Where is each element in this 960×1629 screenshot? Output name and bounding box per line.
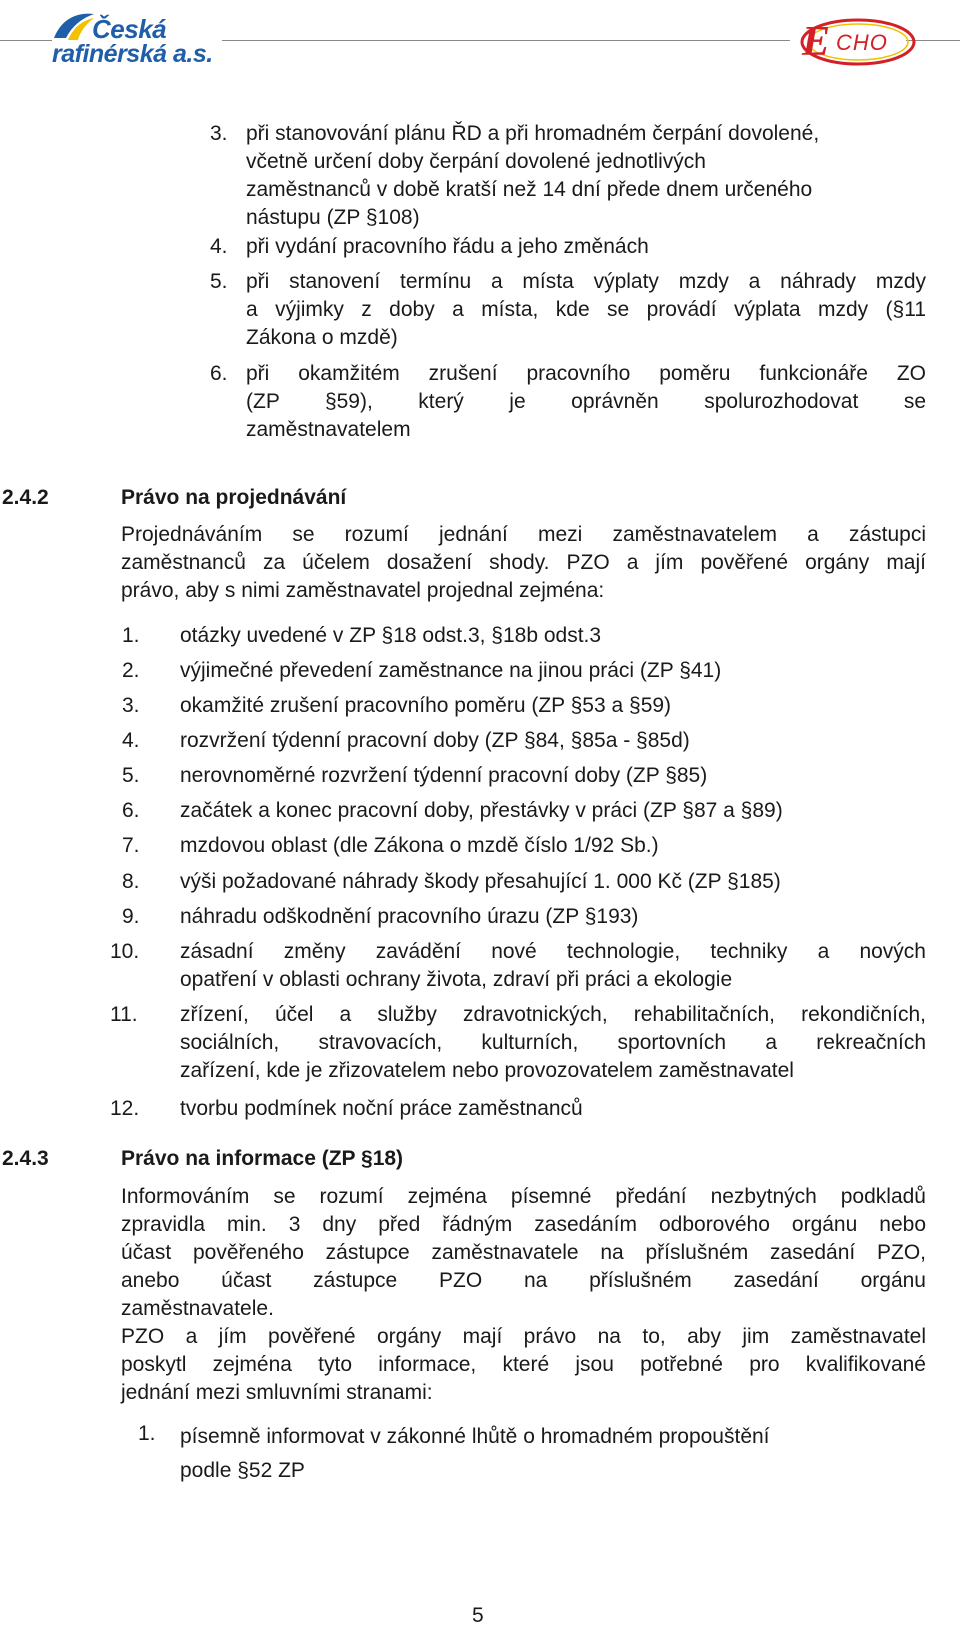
ceska-rafinerska-logo bbox=[52, 8, 222, 68]
list-item: začátek a konec pracovní doby, přestávky v práci (ZP §87 a §89) bbox=[180, 799, 783, 822]
list-item-number: 3. bbox=[210, 122, 228, 145]
list-item: nerovnoměrné rozvržení týdenní pracovní doby (ZP §85) bbox=[180, 764, 708, 787]
list-item-number: 2. bbox=[122, 659, 140, 682]
paragraph-line: právo, aby s nimi zaměstnavatel projednal zejména: bbox=[121, 579, 605, 602]
list-item-number: 3. bbox=[122, 694, 140, 717]
paragraph-line: zaměstnanců za účelem dosažení shody. PZO a jím pověřené orgány mají bbox=[121, 551, 926, 574]
paragraph-line: anebo účast zástupce PZO na příslušném zasedání orgánu bbox=[121, 1269, 926, 1292]
list-item bbox=[246, 120, 926, 232]
list-item-line: zařízení, kde je zřizovatelem nebo provozovatelem zaměstnavatel bbox=[180, 1059, 794, 1082]
paragraph-line: jednání mezi smluvními stranami: bbox=[121, 1381, 433, 1404]
list-item bbox=[180, 1001, 926, 1085]
list-item: okamžité zrušení pracovního poměru (ZP §53 a §59) bbox=[180, 694, 672, 717]
list-item-number: 6. bbox=[122, 799, 140, 822]
list-item: náhradu odškodnění pracovního úrazu (ZP §193) bbox=[180, 905, 639, 928]
list-item-number: 7. bbox=[122, 834, 140, 857]
list-item: rozvržení týdenní pracovní doby (ZP §84, §85a - §85d) bbox=[180, 729, 690, 752]
list-item: výjimečné převedení zaměstnance na jinou práci (ZP §41) bbox=[180, 659, 722, 682]
list-item-line: sociálních, stravovacích, kulturních, sportovních a rekreačních bbox=[180, 1031, 926, 1054]
list-item-line: písemně informovat v zákonné lhůtě o hromadném propouštění bbox=[180, 1425, 770, 1448]
list-item-line: opatření v oblasti ochrany života, zdraví při práci a ekologie bbox=[180, 968, 733, 991]
list-item-number: 11. bbox=[110, 1003, 138, 1026]
section-intro bbox=[121, 521, 926, 605]
paragraph-line: zaměstnavatele. bbox=[121, 1297, 274, 1320]
paragraph-line: PZO a jím pověřené orgány mají právo na to, aby jim zaměstnavatel bbox=[121, 1325, 926, 1348]
list-item-line: při vydání pracovního řádu a jeho změnách bbox=[246, 235, 649, 258]
list-item: mzdovou oblast (dle Zákona o mzdě číslo 1/92 Sb.) bbox=[180, 834, 659, 857]
section-number: 2.4.3 bbox=[2, 1147, 49, 1170]
list-item-line: včetně určení doby čerpání dovolené jednotlivých bbox=[246, 150, 706, 173]
list-item-number: 4. bbox=[210, 235, 228, 258]
page-header bbox=[0, 0, 960, 90]
section-paragraph bbox=[121, 1323, 926, 1407]
list-item-line: a výjimky z doby a místa, kde se provádí výplata mzdy (§11 bbox=[246, 298, 926, 321]
paragraph-line: zpravidla min. 3 dny před řádným zasedáním odborového orgánu nebo bbox=[121, 1213, 926, 1236]
list-item-line: zaměstnanců v době kratší než 14 dní přede dnem určeného bbox=[246, 178, 813, 201]
echo-logo bbox=[790, 4, 920, 74]
list-item-line: při stanovení termínu a místa výplaty mzdy a náhrady mzdy bbox=[246, 270, 926, 293]
list-item-line: zřízení, účel a služby zdravotnických, rehabilitačních, rekondičních, bbox=[180, 1003, 926, 1026]
list-item bbox=[246, 360, 926, 444]
list-item-line: zásadní změny zavádění nové technologie, techniky a nových bbox=[180, 940, 926, 963]
list-item-number: 4. bbox=[122, 729, 140, 752]
list-item-line: zaměstnavatelem bbox=[246, 418, 411, 441]
paragraph-line: poskytl zejména tyto informace, které jsou potřebné pro kvalifikované bbox=[121, 1353, 926, 1376]
section-title: Právo na projednávání bbox=[121, 486, 347, 509]
list-item-number: 5. bbox=[122, 764, 140, 787]
section-number: 2.4.2 bbox=[2, 486, 49, 509]
logo-swoosh-icon bbox=[52, 8, 96, 42]
list-item-line: (ZP §59), který je oprávněn spolurozhodovat se bbox=[246, 390, 926, 413]
list-item: výši požadované náhrady škody přesahující 1. 000 Kč (ZP §185) bbox=[180, 870, 781, 893]
paragraph-line: Projednáváním se rozumí jednání mezi zaměstnavatelem a zástupci bbox=[121, 523, 926, 546]
list-item: otázky uvedené v ZP §18 odst.3, §18b odst.3 bbox=[180, 624, 602, 647]
list-item bbox=[180, 938, 926, 994]
list-item-number: 1. bbox=[122, 624, 140, 647]
list-item-number: 12. bbox=[110, 1097, 140, 1120]
list-item bbox=[180, 1420, 926, 1488]
page-number: 5 bbox=[472, 1604, 484, 1627]
logo-left-line1: Česká bbox=[92, 14, 167, 44]
echo-logo-e: E bbox=[802, 19, 831, 65]
list-item-line: při okamžitém zrušení pracovního poměru funkcionáře ZO bbox=[246, 362, 926, 385]
list-item-line: nástupu (ZP §108) bbox=[246, 206, 420, 229]
header-rule-left bbox=[0, 40, 52, 41]
logo-left-line2: rafinérská a.s. bbox=[52, 40, 213, 68]
list-item-number: 9. bbox=[122, 905, 140, 928]
section-title: Právo na informace (ZP §18) bbox=[121, 1147, 404, 1170]
header-rule-middle bbox=[222, 40, 790, 41]
list-item-number: 1. bbox=[138, 1422, 156, 1445]
list-item-number: 6. bbox=[210, 362, 228, 385]
list-item-number: 5. bbox=[210, 270, 228, 293]
list-item-line: při stanovování plánu ŘD a při hromadném čerpání dovolené, bbox=[246, 122, 820, 145]
paragraph-line: účast pověřeného zástupce zaměstnavatele na příslušném zasedání PZO, bbox=[121, 1241, 926, 1264]
echo-logo-cho: CHO bbox=[836, 30, 888, 55]
list-item-number: 8. bbox=[122, 870, 140, 893]
list-item: tvorbu podmínek noční práce zaměstnanců bbox=[180, 1097, 583, 1120]
paragraph-line: Informováním se rozumí zejména písemné předání nezbytných podkladů bbox=[121, 1185, 926, 1208]
list-item-number: 10. bbox=[110, 940, 140, 963]
section-paragraph bbox=[121, 1183, 926, 1323]
list-item-line: Zákona o mzdě) bbox=[246, 326, 398, 349]
list-item-line: podle §52 ZP bbox=[180, 1459, 305, 1482]
list-item bbox=[246, 268, 926, 352]
list-item bbox=[246, 233, 926, 261]
